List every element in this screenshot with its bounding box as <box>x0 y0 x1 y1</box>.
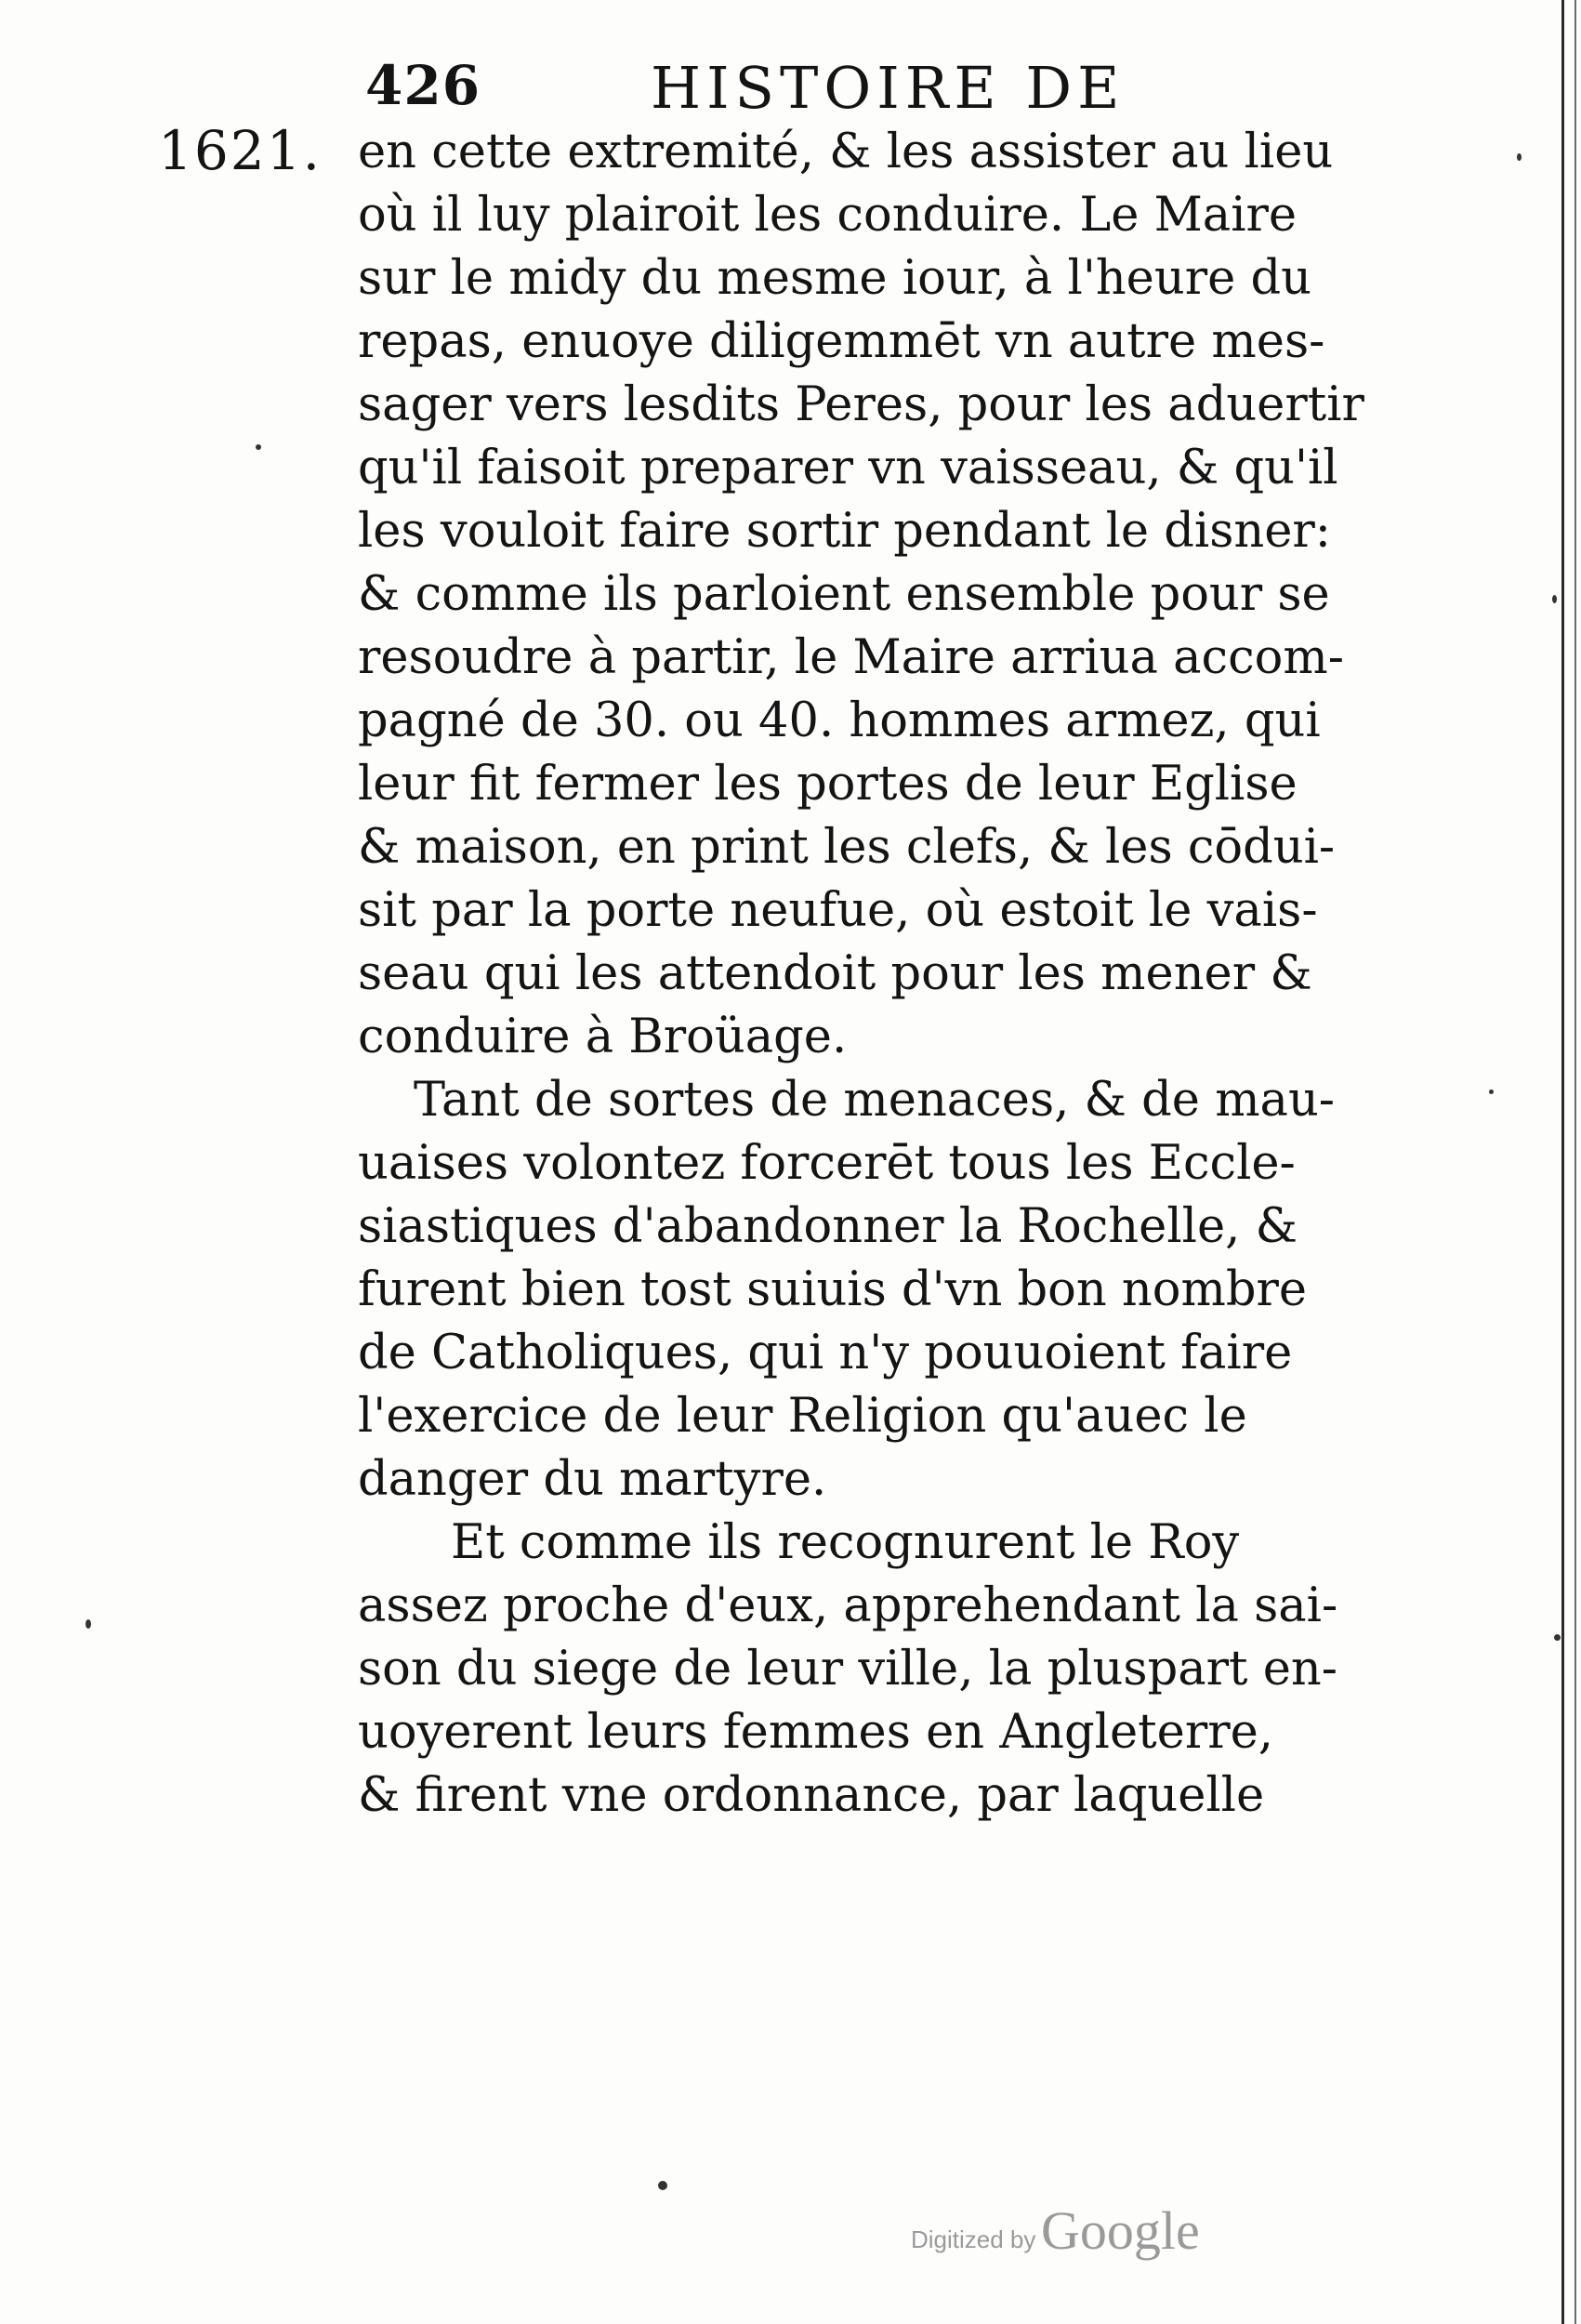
text-line: sager vers lesdits Peres, pour les aduertir <box>358 377 1364 432</box>
watermark-prefix: Digitized by <box>911 2225 1036 2253</box>
ink-speck <box>1552 595 1557 603</box>
text-line: l'exercice de leur Religion qu'auec le <box>358 1389 1247 1444</box>
text-line: conduire à Broüage. <box>358 1010 848 1064</box>
text-line: en cette extremité, & les assister au lieu <box>358 125 1334 179</box>
text-line: qu'il faisoit preparer vn vaisseau, & qu'il <box>358 441 1338 495</box>
text-line: seau qui les attendoit pour les mener & <box>358 946 1312 1001</box>
page-number: 426 <box>365 54 481 117</box>
text-line: sit par la porte neufue, où estoit le vais- <box>358 883 1318 938</box>
text-line: & firent vne ordonnance, par laquelle <box>358 1768 1265 1823</box>
ink-speck <box>1489 1089 1494 1094</box>
text-line: siastiques d'abandonner la Rochelle, & <box>358 1199 1298 1254</box>
text-line: leur fit fermer les portes de leur Eglise <box>358 757 1298 812</box>
text-line: sur le midy du mesme iour, à l'heure du <box>358 251 1311 306</box>
text-line: assez proche d'eux, apprehendant la sai- <box>358 1578 1338 1633</box>
digitized-watermark <box>911 2199 1245 2265</box>
paragraph-start-line: Tant de sortes de menaces, & de mau- <box>414 1073 1336 1128</box>
text-line: uoyerent leurs femmes en Angleterre, <box>358 1705 1273 1760</box>
text-line: danger du martyre. <box>358 1452 827 1507</box>
text-line: & comme ils parloient ensemble pour se <box>358 567 1330 622</box>
text-line: repas, enuoye diligemmēt vn autre mes- <box>358 314 1325 369</box>
body-text <box>358 121 1413 1828</box>
ink-speck <box>86 1619 91 1629</box>
ink-speck <box>658 2181 667 2190</box>
text-line: furent bien tost suiuis d'vn bon nombre <box>358 1262 1308 1317</box>
ink-speck <box>1517 153 1522 161</box>
page-edge-line <box>1574 0 1576 2324</box>
running-header <box>0 54 1581 122</box>
paragraph-start-line: Et comme ils recognurent le Roy <box>451 1515 1240 1570</box>
text-line: de Catholiques, qui n'y pouuoient faire <box>358 1326 1293 1380</box>
text-line: resoudre à partir, le Maire arriua accom- <box>358 630 1344 685</box>
running-title: HISTOIRE DE <box>651 54 1126 122</box>
text-line: pagné de 30. ou 40. hommes armez, qui <box>358 693 1321 748</box>
ink-speck <box>256 444 261 450</box>
google-logo-text: Google <box>1041 2200 1200 2261</box>
page-edge-shadow <box>1561 0 1564 2324</box>
text-line: son du siege de leur ville, la pluspart en- <box>358 1642 1337 1697</box>
text-line: uaises volontez forcerēt tous les Eccle- <box>358 1136 1296 1191</box>
text-line: les vouloit faire sortir pendant le disner: <box>358 504 1331 559</box>
margin-year-note: 1621. <box>158 119 323 182</box>
text-line: & maison, en print les clefs, & les cōdui- <box>358 820 1336 875</box>
ink-speck <box>1554 1634 1561 1641</box>
text-line: où il luy plairoit les conduire. Le Maire <box>358 188 1298 243</box>
